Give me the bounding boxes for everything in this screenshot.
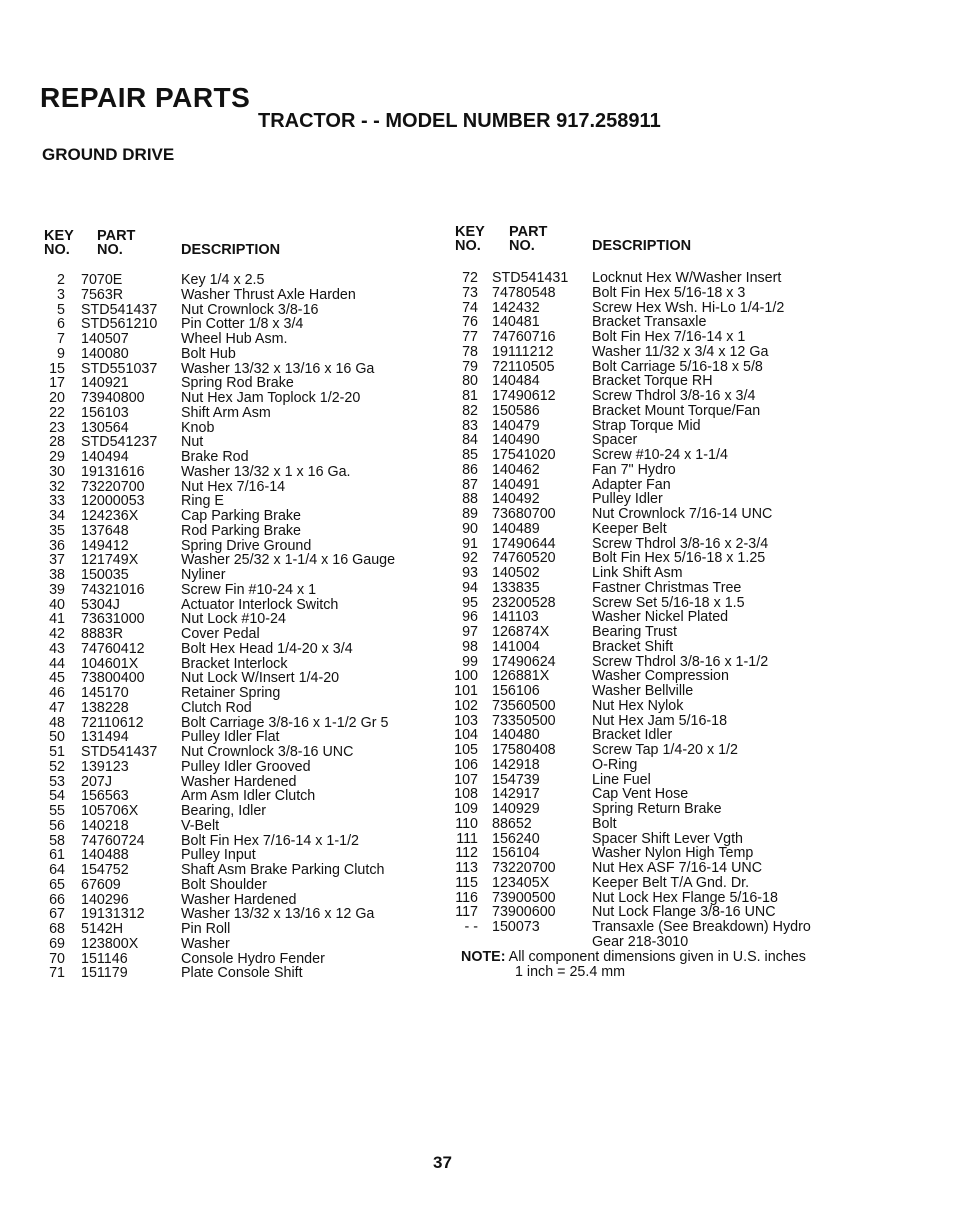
key-number: 28 (49, 434, 65, 451)
part-description: Bolt Shoulder (181, 876, 267, 893)
key-number: 103 (454, 712, 478, 729)
part-description: Bolt Carriage 5/16-18 x 5/8 (592, 358, 763, 375)
key-number: 113 (455, 860, 478, 876)
key-number: 115 (455, 874, 478, 891)
part-description: Bracket Transaxle (592, 314, 707, 331)
left-part-header-2: NO. (97, 242, 123, 258)
key-number: 17 (49, 375, 65, 392)
part-number: 73900500 (492, 889, 556, 906)
key-number: 78 (462, 343, 478, 360)
key-number: 37 (49, 552, 65, 569)
part-description: Washer Compression (592, 668, 729, 685)
key-number: 88 (462, 491, 478, 508)
part-description: Nut Lock W/Insert 1/4-20 (181, 670, 340, 687)
part-description: Bolt (592, 815, 617, 832)
model-title: TRACTOR - - MODEL NUMBER 917.258911 (258, 110, 661, 132)
key-number: 89 (462, 506, 478, 522)
key-number: 109 (454, 801, 478, 817)
part-description: Nut Hex Nylok (592, 697, 684, 714)
part-description: Bracket Mount Torque/Fan (592, 402, 761, 419)
key-number: 20 (49, 390, 65, 406)
part-description: Locknut Hex W/Washer Insert (592, 270, 782, 286)
part-number: 7563R (81, 286, 124, 303)
part-description: Screw Set 5/16-18 x 1.5 (592, 594, 745, 611)
part-description: Pulley Input (181, 847, 256, 864)
part-description: Bolt Fin Hex 5/16-18 x 3 (592, 284, 746, 301)
key-number: 3 (57, 286, 65, 303)
part-description: Nut Lock Hex Flange 5/16-18 (592, 889, 778, 906)
key-number: 56 (49, 817, 65, 834)
key-number: 53 (49, 773, 65, 790)
part-description: Shift Arm Asm (181, 404, 271, 421)
right-key-header-2: NO. (455, 238, 481, 254)
key-number: 98 (462, 638, 478, 655)
part-number: 7070E (81, 272, 123, 288)
part-description: Pulley Idler (592, 491, 663, 508)
key-number: 116 (455, 889, 478, 906)
part-number: 137648 (81, 522, 129, 539)
note-line-2: 1 inch = 25.4 mm (515, 964, 626, 980)
part-description: Nut (181, 434, 204, 451)
part-description: Washer Hardened (181, 773, 297, 790)
part-number: 19131312 (81, 906, 145, 923)
part-description: Clutch Rod (181, 699, 252, 716)
part-description: Nut Lock #10-24 (181, 611, 286, 628)
part-description: Washer Nylon High Temp (592, 845, 754, 862)
key-number: 99 (462, 653, 478, 670)
key-number: 39 (49, 581, 65, 598)
page-number: 37 (433, 1153, 452, 1172)
left-description-header: DESCRIPTION (181, 242, 281, 258)
part-description: Rod Parking Brake (181, 522, 301, 539)
part-number: 149412 (81, 537, 129, 554)
part-description: V-Belt (181, 817, 220, 834)
part-description: Nut Hex ASF 7/16-14 UNC (592, 860, 763, 876)
key-number: 101 (454, 683, 478, 699)
part-description: Line Fuel (592, 771, 651, 788)
right-part-header-2: NO. (509, 238, 535, 254)
part-number: 207J (81, 773, 113, 790)
key-number: 6 (57, 316, 65, 333)
key-number: 41 (49, 611, 65, 628)
key-number: 61 (49, 847, 65, 864)
part-number: 140491 (492, 476, 540, 493)
part-description: Washer 13/32 x 13/16 x 16 Ga (181, 360, 375, 377)
key-number: 81 (462, 388, 478, 404)
part-number: 130564 (81, 419, 129, 436)
key-number: 69 (49, 935, 65, 952)
part-number: 74760716 (492, 329, 556, 345)
part-description: Knob (181, 419, 215, 436)
part-description: Pin Cotter 1/8 x 3/4 (181, 316, 304, 333)
part-number: 140494 (81, 449, 129, 465)
part-description: Washer 13/32 x 1 x 16 Ga. (181, 463, 351, 480)
part-description: Bracket Torque RH (592, 373, 713, 390)
part-number: 142917 (492, 786, 540, 803)
key-number: 104 (454, 727, 478, 744)
key-number: 100 (454, 668, 478, 685)
part-number: 151146 (81, 950, 128, 967)
part-number: 156240 (492, 830, 540, 847)
key-number: 66 (49, 891, 65, 908)
key-number: 76 (462, 314, 478, 331)
part-number: 74780548 (492, 284, 556, 301)
key-number: 82 (462, 402, 478, 419)
part-description: Pin Roll (181, 921, 231, 937)
part-number: 156104 (492, 845, 540, 862)
part-number: 150586 (492, 402, 540, 419)
part-number: 142918 (492, 756, 540, 773)
key-number: 71 (49, 965, 65, 982)
part-number: 133835 (492, 579, 540, 596)
part-number: 17580408 (492, 742, 556, 758)
key-number: 70 (49, 950, 65, 967)
part-description: Keeper Belt T/A Gnd. Dr. (592, 874, 750, 891)
key-number: 91 (462, 535, 478, 552)
part-number: 154739 (492, 771, 540, 788)
part-number: 73220700 (492, 860, 556, 876)
part-number: STD541437 (81, 301, 158, 318)
part-description: Fastner Christmas Tree (592, 579, 742, 596)
part-number: 131494 (81, 729, 129, 746)
key-number: 48 (49, 714, 65, 731)
key-number: 111 (456, 830, 478, 847)
part-description: Nut Hex 7/16-14 (181, 478, 286, 495)
key-number: 58 (49, 832, 65, 849)
key-number: 87 (462, 476, 478, 493)
part-description: Pulley Idler Flat (181, 729, 280, 746)
part-number: 12000053 (81, 493, 145, 510)
key-number: - - (464, 919, 478, 935)
part-number: 124236X (81, 508, 139, 524)
key-number: 93 (462, 565, 478, 581)
key-number: 117 (455, 904, 478, 921)
part-description: Spacer Shift Lever Vgth (592, 830, 743, 847)
key-number: 72 (462, 270, 478, 286)
part-number: 126881X (492, 668, 550, 685)
key-number: 34 (49, 508, 65, 524)
part-number: 140479 (492, 417, 540, 434)
part-number: 88652 (492, 815, 532, 832)
part-description: Strap Torque Mid (592, 417, 701, 434)
part-description: Bolt Fin Hex 7/16-14 x 1-1/2 (181, 832, 360, 849)
key-number: 22 (49, 404, 65, 421)
part-number: 74760412 (81, 640, 145, 657)
part-number: 17490624 (492, 653, 556, 670)
part-number: 138228 (81, 699, 129, 716)
part-description: Fan 7" Hydro (592, 461, 676, 478)
part-number: 141004 (492, 638, 540, 655)
part-description: Nut Crownlock 7/16-14 UNC (592, 506, 773, 522)
key-number: 47 (49, 699, 65, 716)
part-description: Nut Crownlock 3/8-16 (181, 301, 319, 318)
key-number: 29 (49, 449, 65, 465)
key-number: 65 (49, 876, 65, 893)
part-description: Shaft Asm Brake Parking Clutch (181, 862, 385, 878)
key-number: 35 (49, 522, 65, 539)
part-description: Bolt Carriage 3/8-16 x 1-1/2 Gr 5 (181, 714, 389, 731)
part-description: Washer Thrust Axle Harden (181, 286, 356, 303)
part-description: Screw Hex Wsh. Hi-Lo 1/4-1/2 (592, 299, 785, 316)
part-description: Washer (181, 935, 230, 952)
part-number: 154752 (81, 862, 129, 878)
part-description: Bracket Interlock (181, 655, 288, 672)
part-description: Nut Hex Jam 5/16-18 (592, 712, 728, 729)
part-description: Screw Tap 1/4-20 x 1/2 (592, 742, 738, 758)
part-description: Nut Lock Flange 3/8-16 UNC (592, 904, 776, 921)
part-description: Cap Parking Brake (181, 508, 301, 524)
part-description: Bearing Trust (592, 624, 678, 640)
part-number: 73900600 (492, 904, 556, 921)
right-part-header-1: PART (509, 224, 548, 240)
part-description: Washer 11/32 x 3/4 x 12 Ga (592, 343, 769, 360)
key-number: 106 (454, 756, 478, 773)
part-description: Ring E (181, 493, 224, 510)
part-description: Link Shift Asm (592, 565, 683, 581)
key-number: 112 (455, 845, 478, 862)
part-number: 17541020 (492, 447, 556, 463)
part-description: Bolt Fin Hex 5/16-18 x 1.25 (592, 550, 766, 567)
key-number: 38 (49, 567, 65, 583)
key-number: 55 (49, 803, 65, 819)
key-number: 102 (454, 697, 478, 714)
part-description: Gear 218-3010 (592, 933, 689, 950)
part-description: Washer Nickel Plated (592, 609, 729, 626)
part-number: 123800X (81, 935, 139, 952)
part-number: 23200528 (492, 594, 556, 611)
key-number: 67 (49, 906, 65, 923)
part-number: 72110505 (492, 358, 555, 375)
part-number: 141103 (492, 609, 539, 626)
note-line-1: All component dimensions given in U.S. inches (508, 949, 806, 965)
part-number: 17490644 (492, 535, 556, 552)
part-number: 140296 (81, 891, 129, 908)
part-number: 156106 (492, 683, 540, 699)
key-number: 51 (49, 744, 65, 760)
part-description: O-Ring (592, 756, 638, 773)
part-description: Bolt Hub (181, 345, 236, 362)
key-number: 54 (49, 788, 65, 805)
key-number: 43 (49, 640, 65, 657)
key-number: 95 (462, 594, 478, 611)
part-description: Screw Thdrol 3/8-16 x 2-3/4 (592, 535, 769, 552)
part-description: Spacer (592, 432, 638, 449)
key-number: 92 (462, 550, 478, 567)
part-number: 145170 (81, 685, 129, 701)
part-description: Key 1/4 x 2.5 (181, 272, 265, 288)
part-description: Bolt Hex Head 1/4-20 x 3/4 (181, 640, 353, 657)
dimension-note (461, 950, 806, 980)
key-number: 107 (454, 771, 478, 788)
part-number: STD541237 (81, 434, 158, 451)
key-number: 23 (49, 419, 65, 436)
key-number: 74 (462, 299, 478, 316)
key-number: 33 (49, 493, 65, 510)
part-number: 150035 (81, 567, 129, 583)
note-label: NOTE: (461, 949, 506, 965)
key-number: 79 (462, 358, 478, 375)
part-number: 142432 (492, 299, 540, 316)
part-description: Screw Thdrol 3/8-16 x 1-1/2 (592, 653, 769, 670)
key-number: 108 (454, 786, 478, 803)
part-description: Pulley Idler Grooved (181, 758, 311, 775)
part-number: 156103 (81, 404, 129, 421)
part-number: 140481 (492, 314, 540, 331)
key-number: 32 (49, 478, 65, 495)
part-number: 123405X (492, 874, 550, 891)
key-number: 30 (49, 463, 65, 480)
left-key-header-1: KEY (44, 228, 74, 244)
part-description: Washer Hardened (181, 891, 297, 908)
part-number: 150073 (492, 919, 540, 935)
part-number: 140921 (81, 375, 129, 392)
part-number: 74321016 (81, 581, 145, 598)
part-number: STD551037 (81, 360, 158, 377)
part-number: STD541437 (81, 744, 158, 760)
key-number: 96 (462, 609, 478, 626)
key-number: 85 (462, 447, 478, 463)
part-number: 73680700 (492, 506, 556, 522)
key-number: 73 (462, 284, 478, 301)
part-number: 8883R (81, 626, 124, 642)
part-number: 140488 (81, 847, 129, 864)
part-description: Screw #10-24 x 1-1/4 (592, 447, 728, 463)
part-description: Actuator Interlock Switch (181, 596, 339, 613)
part-description: Screw Fin #10-24 x 1 (181, 581, 317, 598)
part-number: 156563 (81, 788, 129, 805)
part-number: 105706X (81, 803, 139, 819)
part-number: 73631000 (81, 611, 145, 628)
key-number: 86 (462, 461, 478, 478)
key-number: 7 (57, 331, 65, 347)
key-number: 94 (462, 579, 478, 596)
part-description: Brake Rod (181, 449, 249, 465)
part-description: Spring Drive Ground (181, 537, 312, 554)
part-number: 126874X (492, 624, 550, 640)
right-key-header-1: KEY (455, 224, 485, 240)
key-number: 83 (462, 417, 478, 434)
part-description: Nut Hex Jam Toplock 1/2-20 (181, 390, 361, 406)
part-description: Console Hydro Fender (181, 950, 325, 967)
part-description: Bracket Idler (592, 727, 673, 744)
part-number: 72110612 (81, 714, 144, 731)
part-description: Washer 25/32 x 1-1/4 x 16 Gauge (181, 552, 396, 569)
key-number: 68 (49, 921, 65, 937)
part-description: Cover Pedal (181, 626, 260, 642)
part-number: 5304J (81, 596, 120, 613)
left-part-header-1: PART (97, 228, 136, 244)
part-description: Keeper Belt (592, 520, 667, 537)
part-description: Nut Crownlock 3/8-16 UNC (181, 744, 354, 760)
part-description: Spring Return Brake (592, 801, 722, 817)
part-number: 74760724 (81, 832, 145, 849)
part-number: 140462 (492, 461, 540, 478)
section-title: GROUND DRIVE (42, 145, 175, 164)
key-number: 40 (49, 596, 65, 613)
part-description: Washer 13/32 x 13/16 x 12 Ga (181, 906, 375, 923)
part-number: 5142H (81, 921, 124, 937)
part-description: Bearing, Idler (181, 803, 267, 819)
part-number: 19131616 (81, 463, 145, 480)
part-number: 140489 (492, 520, 540, 537)
key-number: 45 (49, 670, 65, 687)
part-description: Arm Asm Idler Clutch (181, 788, 316, 805)
part-description: Bracket Shift (592, 638, 674, 655)
key-number: 42 (49, 626, 65, 642)
part-number: 151179 (81, 965, 128, 982)
part-description: Nyliner (181, 567, 226, 583)
part-description: Washer Bellville (592, 683, 694, 699)
part-description: Screw Thdrol 3/8-16 x 3/4 (592, 388, 756, 404)
right-description-header: DESCRIPTION (592, 238, 692, 254)
key-number: 36 (49, 537, 65, 554)
key-number: 44 (49, 655, 65, 672)
key-number: 9 (57, 345, 65, 362)
part-number: 73800400 (81, 670, 145, 687)
part-number: 19111212 (492, 343, 554, 360)
part-number: STD541431 (492, 270, 569, 286)
key-number: 77 (462, 329, 478, 345)
left-key-header-2: NO. (44, 242, 70, 258)
key-number: 90 (462, 520, 478, 537)
part-number: 104601X (81, 655, 139, 672)
part-number: 73940800 (81, 390, 145, 406)
key-number: 2 (57, 272, 65, 288)
part-description: Adapter Fan (592, 476, 671, 493)
part-number: 140507 (81, 331, 129, 347)
part-number: 139123 (81, 758, 129, 775)
part-number: 140080 (81, 345, 129, 362)
part-number: 140929 (492, 801, 540, 817)
key-number: 5 (57, 301, 65, 318)
part-number: 73220700 (81, 478, 145, 495)
part-description: Cap Vent Hose (592, 786, 689, 803)
part-description: Bolt Fin Hex 7/16-14 x 1 (592, 329, 746, 345)
key-number: 52 (49, 758, 65, 775)
part-description: Spring Rod Brake (181, 375, 294, 392)
part-number: 140480 (492, 727, 540, 744)
key-number: 50 (49, 729, 65, 746)
part-number: 140218 (81, 817, 129, 834)
part-description: Wheel Hub Asm. (181, 331, 288, 347)
key-number: 84 (462, 432, 478, 449)
part-number: 140502 (492, 565, 540, 581)
part-number: 140484 (492, 373, 540, 390)
page-title: REPAIR PARTS (40, 82, 251, 113)
part-number: 67609 (81, 876, 121, 893)
part-description: Plate Console Shift (181, 965, 303, 982)
part-number: 121749X (81, 552, 139, 569)
part-number: 73560500 (492, 697, 556, 714)
part-number: 17490612 (492, 388, 556, 404)
part-number: 140492 (492, 491, 540, 508)
key-number: 110 (455, 815, 478, 832)
key-number: 64 (49, 862, 65, 878)
part-number: 73350500 (492, 712, 556, 729)
key-number: 80 (462, 373, 478, 390)
key-number: 105 (454, 742, 478, 758)
part-number: STD561210 (81, 316, 158, 333)
key-number: 15 (49, 360, 65, 377)
part-description: Transaxle (See Breakdown) Hydro (592, 919, 811, 935)
part-number: 140490 (492, 432, 540, 449)
part-description: Retainer Spring (181, 685, 281, 701)
key-number: 46 (49, 685, 65, 701)
part-number: 74760520 (492, 550, 556, 567)
key-number: 97 (462, 624, 478, 640)
